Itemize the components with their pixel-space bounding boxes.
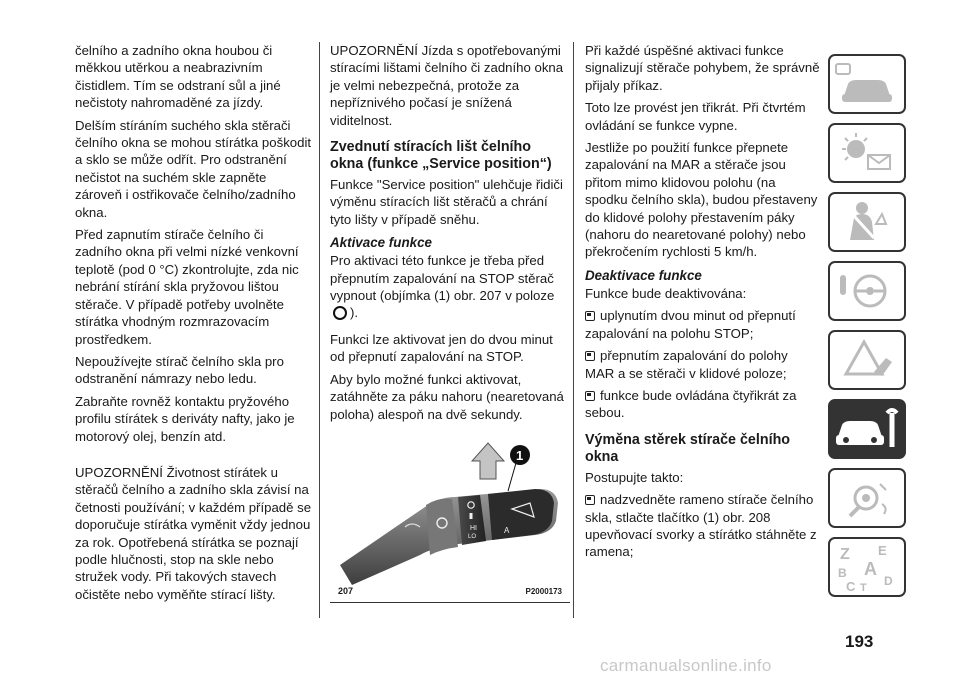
text-column-1 xyxy=(75,42,313,608)
paragraph: Funkce bude deaktivována: xyxy=(585,285,747,301)
paragraph: Funkce "Service position" ulehčuje řidiči výměnu stíracích lišt stěračů a chrání tyto lišty v případě sněhu. xyxy=(330,177,563,227)
chapter-tab-emergency[interactable] xyxy=(828,330,906,390)
callout-number: 1 xyxy=(516,447,524,463)
index-letter: D xyxy=(884,574,893,588)
paragraph: Aby bylo možné funkci aktivovat, zatáhněte za páku nahoru (nearetovaná poloha) alespoň na dvě sekundy. xyxy=(330,371,564,422)
chapter-tab-lights[interactable] xyxy=(828,123,906,183)
section-heading: Zvednutí stíracích lišt čelního okna (funkce „Service position“) xyxy=(330,139,552,173)
bullet-icon xyxy=(585,351,595,361)
bullet-icon xyxy=(585,311,595,321)
chapter-tab-index[interactable] xyxy=(828,537,906,597)
technical-data-icon xyxy=(830,470,904,526)
text-column-2 xyxy=(330,42,568,603)
chapter-tab-technical[interactable] xyxy=(828,468,906,528)
watermark: carmanualsonline.info xyxy=(600,656,772,675)
bullet-icon xyxy=(585,391,595,401)
car-dashboard-icon xyxy=(830,56,904,112)
list-item: uplynutím dvou minut od přepnutí zapalování na polohu STOP; xyxy=(585,308,796,341)
index-letter: Z xyxy=(840,546,850,563)
stalk-label: LO xyxy=(468,533,477,540)
figure-code: P2000173 xyxy=(525,586,562,596)
index-letter: C xyxy=(846,579,856,594)
lights-warning-icon xyxy=(830,125,904,181)
paragraph: Pro aktivaci této funkce je třeba před přepnutím zapalování na STOP stěrač vypnout (objímka (1) obr. 207 v poloze ). xyxy=(330,252,568,326)
column-divider xyxy=(319,42,320,618)
paragraph: čelního a zadního okna houbou či měkkou utěrkou a neabrazivním čistidlem. Tím se odstraní sůl a jiné nečistoty nahromaděné za jízdy. xyxy=(75,43,281,111)
chapter-tab-driving[interactable] xyxy=(828,261,906,321)
section-heading: Výměna stěrek stírače čelního okna xyxy=(585,431,791,465)
page-number: 193 xyxy=(845,632,874,651)
paragraph: Funkci lze aktivovat jen do dvou minut od přepnutí zapalování na STOP. xyxy=(330,331,553,365)
chapter-tabs xyxy=(828,54,908,606)
car-maintenance-icon xyxy=(830,401,904,457)
paragraph: Při každé úspěšné aktivaci funkce signalizují stěrače pohybem, že správně přijaly příkaz. xyxy=(585,43,820,93)
steering-wheel-icon xyxy=(830,263,904,319)
index-letter: E xyxy=(878,543,887,558)
stalk-label: A xyxy=(504,525,510,535)
bullet-icon xyxy=(585,495,595,505)
warning-paragraph: UPOZORNĚNÍ Životnost stírátek u stěračů čelního a zadního skla závisí na četnosti používání; v každém případě se doporučuje stírátka vyměnit vždy jednou za rok. Opotřebená stírátka se poznají podle hlučnosti, stop na skle nebo stružek vody. Při takových stavech očistěte nebo vyměňte stírací lišty. xyxy=(75,464,312,602)
list-item: nadzvedněte rameno stírače čelního skla, stlačte tlačítko (1) obr. 208 upevňovací svorky a stírátko stáhněte z ramena; xyxy=(585,492,817,560)
warning-paragraph: UPOZORNĚNÍ Jízda s opotřebovanými stíracími lištami čelního či zadního okna je velmi nebezpečná, protože za nepříznivého počasí je snížená viditelnost. xyxy=(330,43,564,128)
text-column-3 xyxy=(585,42,820,566)
paragraph: Zabraňte rovněž kontaktu pryžového profilu stírátek s deriváty nafty, jako je motorový olej, benzín atd. xyxy=(75,393,295,444)
index-letters-icon xyxy=(830,539,904,595)
paragraph: Před zapnutím stírače čelního či zadního okna při velmi nízké venkovní teplotě (pod 0 °C) zkontrolujte, zda nic nebrání stírání skla pryžovou lištou stěrače. V případě potřeby uvolněte stírátka vhodným rozmrazovacím prostředkem. xyxy=(75,227,299,347)
paragraph: Delším stíráním suchého skla stěrači čelního okna se mohou stírátka poškodit a sklo se může odřít. Pro odstranění nečistot na suchém skle zapněte zároveň i ostřikovače čelního/zadního okna. xyxy=(75,117,312,220)
figure-number: 207 xyxy=(338,585,354,596)
roadside-warning-icon xyxy=(830,332,904,388)
wiper-stalk-figure xyxy=(330,437,570,603)
chapter-tab-dashboard[interactable] xyxy=(828,54,906,114)
index-letter: T xyxy=(860,582,867,594)
seatbelt-safety-icon xyxy=(830,194,904,250)
paragraph: Jestliže po použití funkce přepnete zapalování na MAR a stěrače jsou přitom mimo klidovou polohu (na spodku čelního skla), budou přestaveny do klidové polohy přestavením páky (nahoru do nearetované polohy) nebo překročením rychlosti 5 km/h. xyxy=(585,140,818,260)
list-item: přepnutím zapalování do polohy MAR a se stěrači v klidové poloze; xyxy=(585,348,788,381)
paragraph: Nepoužívejte stírač čelního skla pro odstranění námrazy nebo ledu. xyxy=(75,353,284,387)
wiper-stalk-illustration xyxy=(330,437,570,587)
stalk-label: HI xyxy=(470,524,477,532)
wiper-off-position-icon xyxy=(332,305,348,325)
index-letter: A xyxy=(864,559,877,579)
chapter-tab-maintenance[interactable] xyxy=(828,399,906,459)
paragraph: Postupujte takto: xyxy=(585,469,684,485)
paragraph: Toto lze provést jen třikrát. Při čtvrtém ovládání se funkce vypne. xyxy=(585,100,806,133)
list-item: funkce bude ovládána čtyřikrát za sebou. xyxy=(585,387,797,421)
column-divider xyxy=(573,42,574,618)
chapter-tab-safety[interactable] xyxy=(828,192,906,252)
subheading: Aktivace funkce xyxy=(330,235,432,251)
subheading: Deaktivace funkce xyxy=(585,267,702,283)
index-letter: B xyxy=(838,566,847,580)
